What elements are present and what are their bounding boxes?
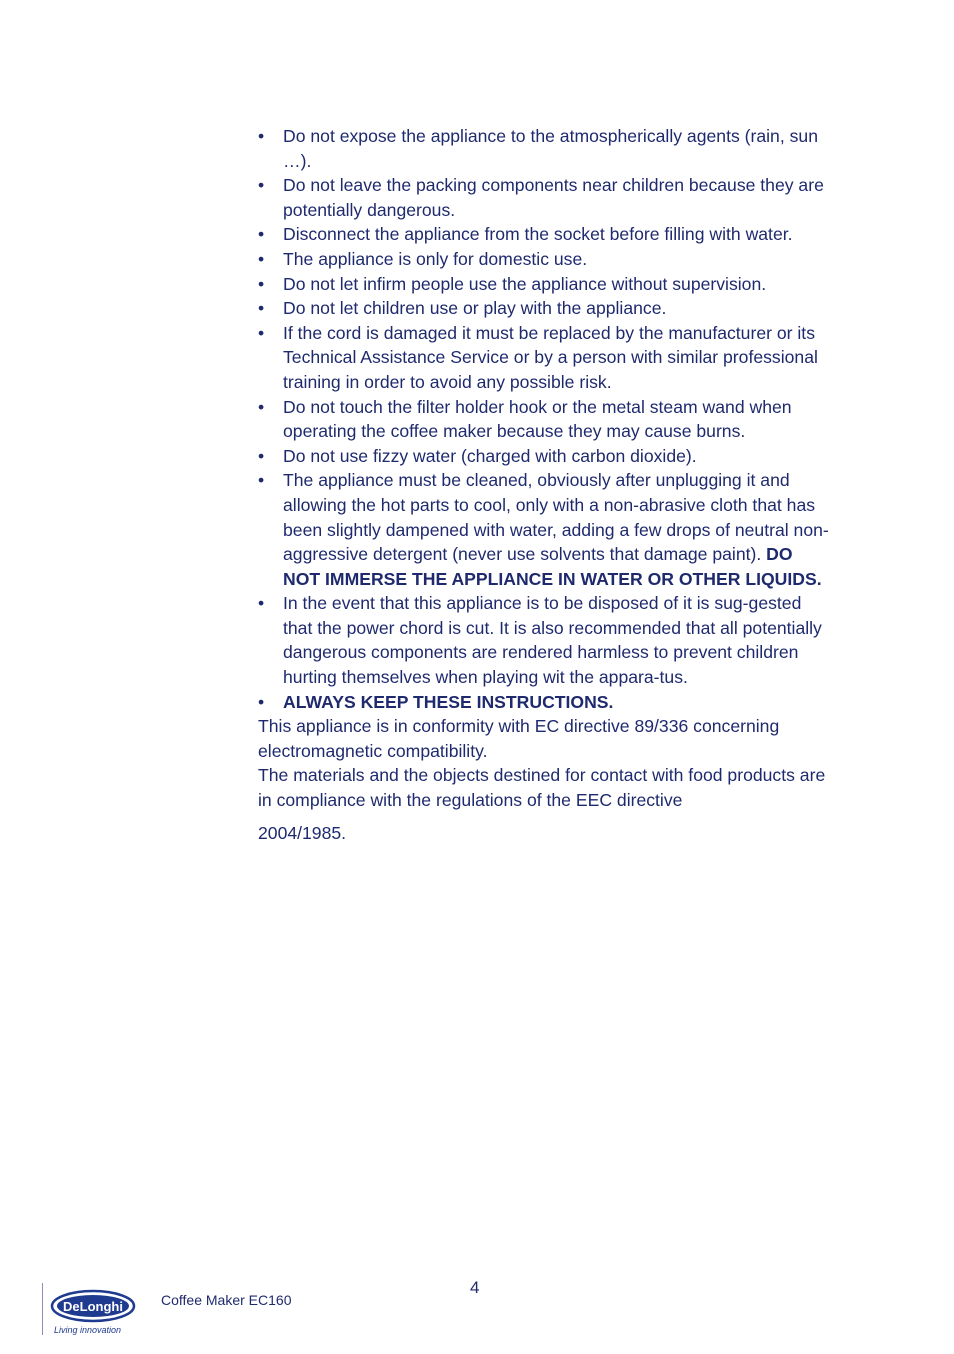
- delonghi-logo-icon: [50, 1288, 136, 1336]
- materials-statement: The materials and the objects destined for contact with food products are in compliance with the regulations of the EEC directive: [258, 765, 826, 811]
- bullet-icon: •: [258, 298, 265, 319]
- list-item-text: Do not let infirm people use the appliance without supervision.: [283, 273, 767, 294]
- list-item: [258, 321, 830, 395]
- list-item-text: If the cord is damaged it must be replaced by the manufacturer or its Technical Assistance Service or by a person with similar professional training in order to avoid any possible risk.: [283, 322, 818, 392]
- safety-list: [258, 124, 830, 714]
- bullet-icon: •: [258, 248, 265, 269]
- list-item-text: Do not expose the appliance to the atmospherically agents (rain, sun …).: [283, 126, 818, 171]
- directive-number: 2004/1985.: [258, 822, 347, 843]
- bullet-icon: •: [258, 126, 265, 146]
- list-item: [258, 124, 830, 173]
- bullet-icon: •: [258, 470, 265, 491]
- list-item: [258, 173, 830, 222]
- list-item: [258, 247, 830, 272]
- bullet-icon: •: [258, 396, 265, 417]
- document-body: [258, 124, 830, 845]
- warning-emphasis: DO NOT IMMERSE THE APPLIANCE IN WATER OR OTHER LIQUIDS.: [283, 544, 822, 589]
- bullet-icon: •: [258, 273, 265, 294]
- logo-brand: DeLonghi: [63, 1299, 123, 1314]
- product-label: Coffee Maker EC160: [161, 1292, 292, 1308]
- bullet-icon: •: [258, 445, 265, 466]
- list-item: [258, 468, 830, 591]
- list-item-text: Disconnect the appliance from the socket before filling with water.: [283, 224, 793, 245]
- list-item: [258, 272, 830, 297]
- list-item: [258, 296, 830, 321]
- bullet-icon: •: [258, 224, 265, 245]
- list-item-text: The appliance must be cleaned, obviously after unplugging it and allowing the hot parts to cool, only with a non-abrasive cloth that has been slightly dampened with water, adding a few drops of neutral non-aggressive detergent (never use solvents that damage paint).: [283, 470, 829, 565]
- list-item: [258, 591, 830, 689]
- list-item-text: In the event that this appliance is to be disposed of it is sug-gested that the power chord is cut. It is also recommended that all potentially dangerous components are rendered harmless to prevent children hurting themselves when playing wit the appara-tus.: [283, 593, 822, 688]
- conformity-statement: This appliance is in conformity with EC directive 89/336 concerning electromagnetic compatibility.: [258, 716, 780, 761]
- list-item-text: Do not touch the filter holder hook or the metal steam wand when operating the coffee maker because they may cause burns.: [283, 396, 792, 442]
- page-number: 4: [470, 1278, 480, 1297]
- list-item-text: Do not use fizzy water (charged with carbon dioxide).: [283, 445, 697, 466]
- bullet-icon: •: [258, 175, 265, 196]
- logo-tagline: Living innovation: [54, 1325, 122, 1335]
- list-item-text: The appliance is only for domestic use.: [283, 248, 588, 269]
- list-item: [258, 444, 830, 469]
- list-item-text: Do not let children use or play with the appliance.: [283, 298, 667, 319]
- list-item: [258, 222, 830, 247]
- footer-divider: [42, 1283, 43, 1335]
- bullet-icon: •: [258, 593, 265, 614]
- bullet-icon: •: [258, 322, 265, 343]
- bullet-icon: •: [258, 691, 265, 712]
- list-item-text: Do not leave the packing components near children because they are potentially dangerous.: [283, 175, 824, 220]
- list-item: [258, 690, 830, 715]
- list-item: [258, 395, 830, 444]
- keep-instructions-emphasis: ALWAYS KEEP THESE INSTRUCTIONS.: [283, 691, 614, 712]
